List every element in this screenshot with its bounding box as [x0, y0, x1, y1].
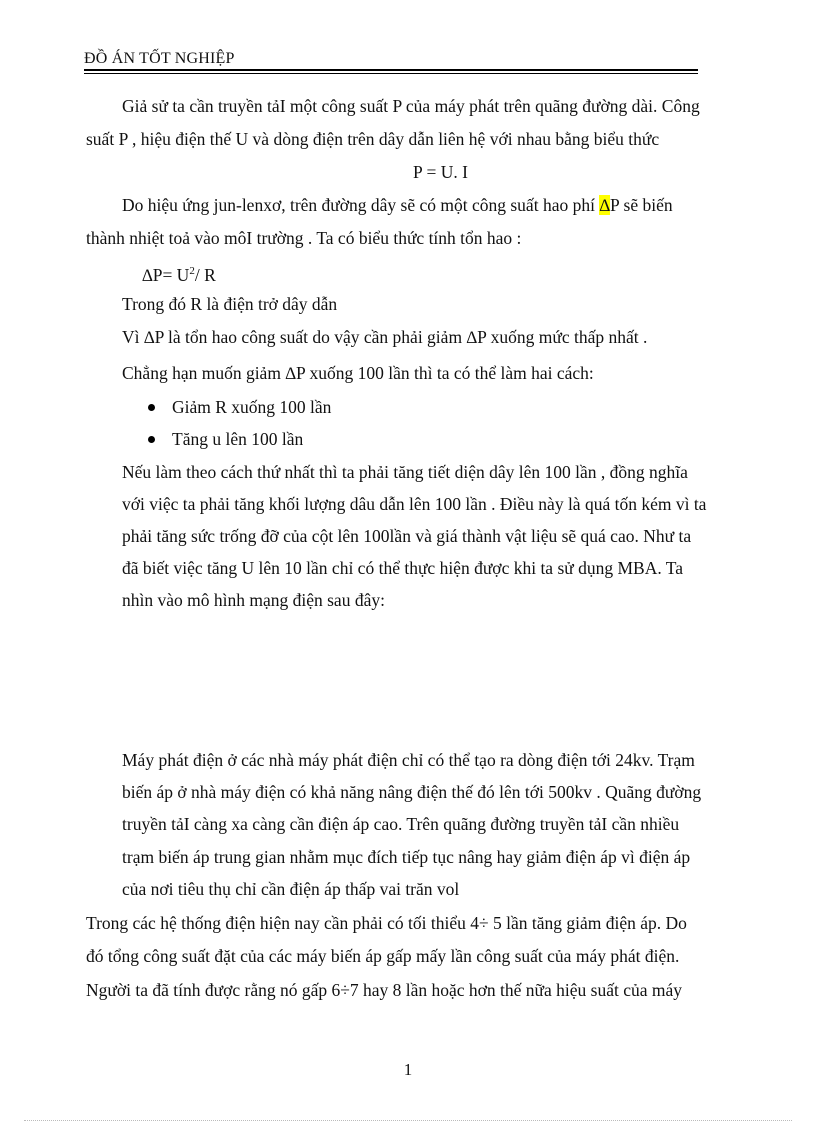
paragraph-1-line-2: suất P , hiệu điện thế U và dòng điện trên dây dẫn liên hệ với nhau bằng biểu thức	[86, 129, 660, 149]
paragraph-4-line: truyền tảI càng xa càng cần điện áp cao. Trên quãng đường truyền tảI cần nhiều	[122, 814, 680, 834]
equation-power: P = U. I	[413, 162, 468, 182]
paragraph-4-line: trạm biến áp trung gian nhằm mục đích tiếp tục nâng hay giảm điện áp vì điện áp	[122, 847, 691, 867]
paragraph-4-line: biến áp ở nhà máy điện có khả năng nâng điện thế đó lên tới 500kv . Quãng đường	[122, 782, 702, 802]
header-rule-thin	[84, 73, 698, 74]
paragraph-3-line: Nếu làm theo cách thứ nhất thì ta phải tăng tiết diện dây lên 100 lần , đồng nghĩa	[122, 462, 688, 482]
page-header: ĐỒ ÁN TỐT NGHIỆP	[84, 50, 235, 67]
paragraph-2-text-b: P sẽ biến	[610, 195, 673, 215]
paragraph-3-line: phải tăng sức trống đỡ của cột lên 100lần và giá thành vật liệu sẽ quá cao. Như ta	[122, 526, 692, 546]
line-chang-han: Chẳng hạn muốn giảm ∆P xuống 100 lần thì ta có thể làm hai cách:	[122, 363, 594, 383]
bullet-item-1: Giảm R xuống 100 lần	[172, 397, 332, 417]
paragraph-4-line: của nơi tiêu thụ chỉ cần điện áp thấp vai trăn vol	[122, 879, 460, 899]
equation-loss-exponent: 2	[189, 265, 195, 277]
paragraph-4-line: Máy phát điện ở các nhà máy phát điện chỉ có thể tạo ra dòng điện tới 24kv. Trạm	[122, 750, 695, 770]
paragraph-2-line-1	[122, 195, 673, 215]
line-vi: Vì ∆P là tổn hao công suất do vậy cần phải giảm ∆P xuống mức thấp nhất .	[122, 327, 648, 347]
bullet-item-2: Tăng u lên 100 lần	[172, 429, 304, 449]
equation-power-loss	[142, 261, 216, 285]
paragraph-3-line: nhìn vào mô hình mạng điện sau đây:	[122, 590, 385, 610]
paragraph-1-line-1: Giả sử ta cần truyền tảI một công suất P của máy phát trên quãng đường dài. Công	[122, 96, 700, 116]
equation-loss-lhs: ∆P= U	[142, 264, 190, 285]
equation-loss-rhs: / R	[194, 264, 216, 285]
paragraph-3-line: với việc ta phải tăng khối lượng dâu dẫn lên 100 lần . Điều này là quá tốn kém vì ta	[122, 494, 707, 514]
paragraph-2-text-a: Do hiệu ứng jun-lenxơ, trên đường dây sẽ có một công suất hao phí	[122, 195, 600, 215]
header-rule-thick	[84, 69, 698, 71]
highlighted-delta: ∆	[599, 195, 611, 215]
paragraph-5-line: Trong các hệ thống điện hiện nay cần phải có tối thiểu 4÷ 5 lần tăng giảm điện áp. Do	[86, 913, 687, 933]
paragraph-3-line: đã biết việc tăng U lên 10 lần chỉ có thể thực hiện được khi ta sử dụng MBA. Ta	[122, 558, 684, 578]
paragraph-5-line: Người ta đã tính được rằng nó gấp 6÷7 hay 8 lần hoặc hơn thế nữa hiệu suất của máy	[86, 980, 683, 1000]
page-number: 1	[403, 1060, 413, 1079]
paragraph-5-line: đó tổng công suất đặt của các máy biến áp gấp mấy lần công suất của máy phát điện.	[86, 946, 680, 966]
page-bottom-border	[24, 1120, 792, 1121]
line-trong-do: Trong đó R là điện trở dây dẫn	[122, 294, 338, 314]
bullet-dot	[148, 436, 155, 443]
bullet-dot	[148, 404, 155, 411]
paragraph-2-line-2: thành nhiệt toả vào môI trường . Ta có biểu thức tính tổn hao :	[86, 228, 522, 248]
